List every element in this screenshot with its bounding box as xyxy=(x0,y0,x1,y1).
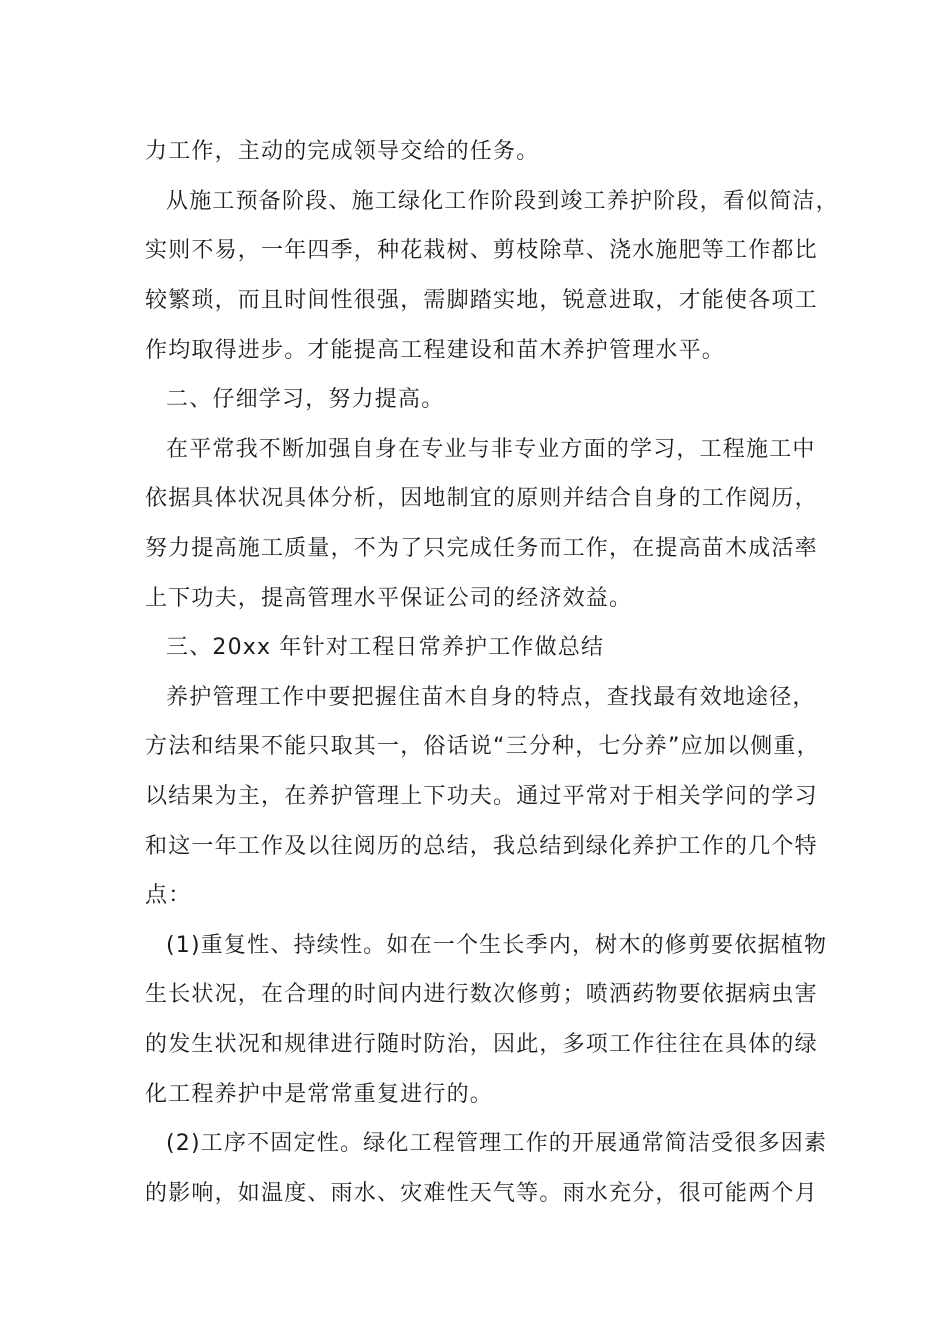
paragraph-line: 点： xyxy=(145,883,192,908)
paragraph-line: 从施工预备阶段、施工绿化工作阶段到竣工养护阶段，看似简洁， xyxy=(166,189,839,214)
paragraph-line: 养护管理工作中要把握住苗木自身的特点，查找最有效地途径， xyxy=(166,685,816,710)
list-item-line: (1)重复性、持续性。如在一个生长季内，树木的修剪要依据植物 xyxy=(166,933,828,958)
paragraph-line: 方法和结果不能只取其一，俗话说“三分种，七分养”应加以侧重， xyxy=(145,734,820,759)
paragraph-line: 在平常我不断加强自身在专业与非专业方面的学习，工程施工中 xyxy=(166,437,816,462)
paragraph-line: 依据具体状况具体分析，因地制宜的原则并结合自身的工作阅历， xyxy=(145,486,818,511)
paragraph-line: 努力提高施工质量，不为了只完成任务而工作，在提高苗木成活率 xyxy=(145,536,818,561)
list-item-line: 生长状况，在合理的时间内进行数次修剪；喷洒药物要依据病虫害 xyxy=(145,982,818,1007)
paragraph-line: 实则不易，一年四季，种花栽树、剪枝除草、浇水施肥等工作都比 xyxy=(145,238,818,263)
list-item-line: 化工程养护中是常常重复进行的。 xyxy=(145,1082,494,1107)
paragraph-line: 作均取得进步。才能提高工程建设和苗木养护管理水平。 xyxy=(145,338,726,363)
list-item-line: 的影响，如温度、雨水、灾难性天气等。雨水充分，很可能两个月 xyxy=(145,1181,818,1206)
paragraph-line: 上下功夫，提高管理水平保证公司的经济效益。 xyxy=(145,586,633,611)
list-item-line: 的发生状况和规律进行随时防治，因此，多项工作往往在具体的绿 xyxy=(145,1032,818,1057)
paragraph-line: 以结果为主，在养护管理上下功夫。通过平常对于相关学问的学习 xyxy=(145,784,818,809)
list-item-line: (2)工序不固定性。绿化工程管理工作的开展通常简洁受很多因素 xyxy=(166,1131,828,1156)
section-heading: 二、仔细学习，努力提高。 xyxy=(166,387,445,412)
paragraph-line: 和这一年工作及以往阅历的总结，我总结到绿化养护工作的几个特 xyxy=(145,834,818,859)
paragraph-line: 较繁琐，而且时间性很强，需脚踏实地，锐意进取，才能使各项工 xyxy=(145,288,818,313)
section-heading: 三、20xx 年针对工程日常养护工作做总结 xyxy=(166,635,605,660)
paragraph-line: 力工作，主动的完成领导交给的任务。 xyxy=(145,139,540,164)
